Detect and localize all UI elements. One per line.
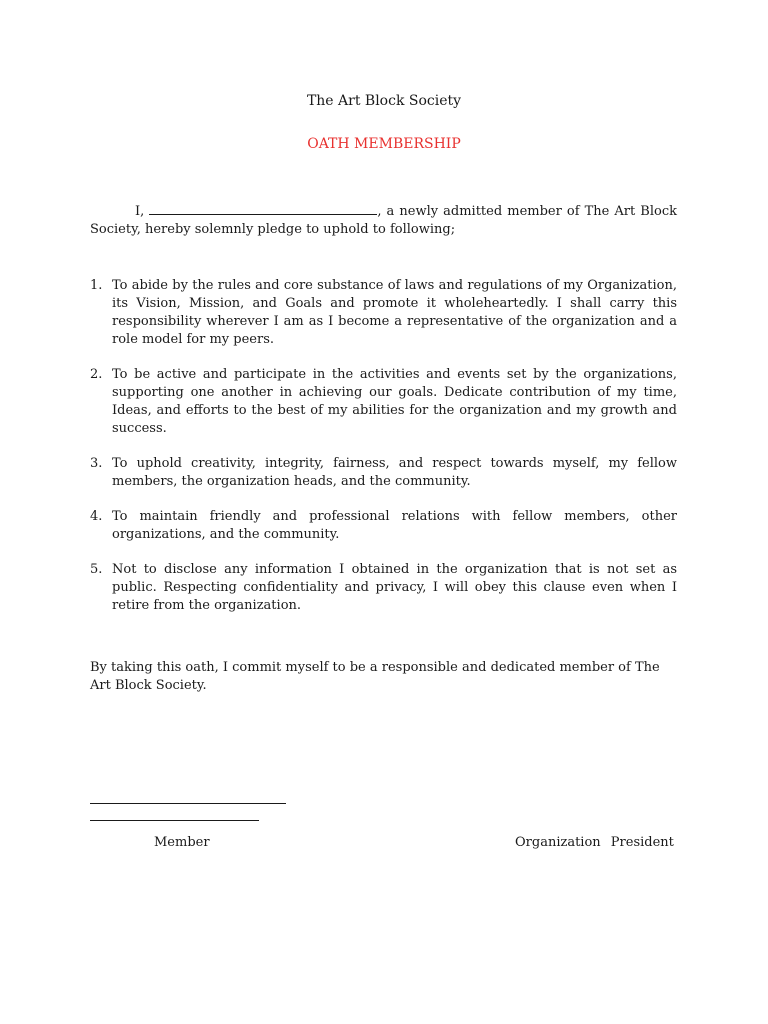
member-signature-line [90,803,286,804]
intro-suffix: , a newly admitted member of The Art Block Society, hereby solemnly pledge to uphold to following; [90,204,677,237]
intro-paragraph [90,203,677,239]
document-subtitle: OATH MEMBERSHIP [307,136,461,152]
clause-number: 5. [90,562,103,577]
clause-item [90,561,677,615]
president-label: Organization President [515,835,674,850]
clause-number: 4. [90,509,103,524]
clause-item [90,366,677,438]
clause-text: To uphold creativity, integrity, fairness, and respect towards myself, my fellow members, the organization heads, and the community. [112,456,677,489]
clause-text: To maintain friendly and professional relations with fellow members, other organizations, and the community. [112,509,677,542]
clause-number: 1. [90,278,103,293]
clause-item [90,277,677,349]
clause-item [90,508,677,544]
closing-paragraph: By taking this oath, I commit myself to be a responsible and dedicated member of The Art Block Society. [90,660,660,693]
clause-list [90,277,677,632]
clause-number: 2. [90,367,103,382]
clause-text: Not to disclose any information I obtained in the organization that is not set as public. Respecting confidentiality and privacy, I will obey this clause even when I retire from the organization. [112,562,677,613]
clause-item [90,455,677,491]
clause-number: 3. [90,456,103,471]
intro-prefix: I, [135,204,145,219]
clause-text: To be active and participate in the activities and events set by the organizations, supporting one another in achieving our goals. Dedicate contribution of my time, Ideas, and efforts to the best of my abilities for the organization and my growth and success. [112,367,677,436]
clause-text: To abide by the rules and core substance of laws and regulations of my Organization, its Vision, Mission, and Goals and promote it wholeheartedly. I shall carry this responsibility wherever I am as I become a representative of the organization and a role model for my peers. [112,278,677,347]
member-label: Member [154,835,210,850]
president-signature-line [90,820,259,821]
document-title: The Art Block Society [306,93,462,109]
name-blank [149,203,377,215]
